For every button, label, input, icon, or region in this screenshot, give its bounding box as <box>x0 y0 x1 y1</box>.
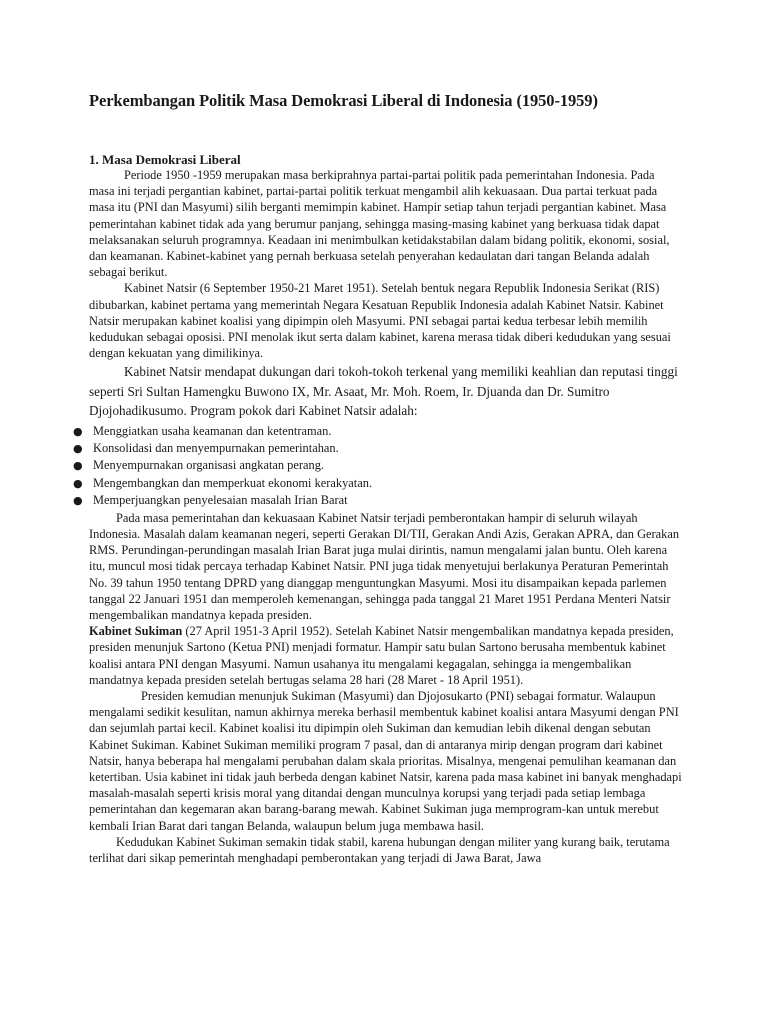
paragraph-5 <box>89 623 683 688</box>
program-list <box>73 423 683 510</box>
list-item <box>73 457 683 474</box>
paragraph-1: Periode 1950 -1959 merupakan masa berkiprahnya partai-partai politik pada pemerintahan Indonesia. Pada masa ini terjadi pergantian kabinet, partai-partai politik terkuat mengambil alih kekuasaan. Dua partai terkuat pada masa itu (PNI dan Masyumi) silih berganti memimpin kabinet. Hampir setiap tahun terjadi pergantian kabinet. Masa pemerintahan kabinet tidak ada yang berumur panjang, sehingga masing-masing kabinet yang berkuasa tidak dapat melaksanakan seluruh programnya. Keadaan ini menimbulkan ketidakstabilan dalam bidang politik, ekonomi, sosial, dan keamanan. Kabinet-kabinet yang pernah berkuasa setelah penyerahan kedaulatan dari tangan Belanda adalah sebagai berikut. <box>89 168 670 280</box>
document-page <box>73 91 683 866</box>
list-item <box>73 440 683 457</box>
list-item <box>73 492 683 509</box>
paragraph-3: Kabinet Natsir mendapat dukungan dari tokoh-tokoh terkenal yang memiliki keahlian dan reputasi tinggi seperti Sri Sultan Hamengku Buwono IX, Mr. Asaat, Mr. Moh. Roem, Ir. Djuanda dan Dr. Sumitro Djojohadikusumo. Program pokok dari Kabinet Natsir adalah: <box>89 364 678 419</box>
paragraph-6: Presiden kemudian menunjuk Sukiman (Masyumi) dan Djojosukarto (PNI) sebagai formatur. Walaupun mengalami sedikit kesulitan, namun akhirnya mereka berhasil membentuk kabinet koalisi antara Masyumi dengan PNI dan sejumlah partai kecil. Kabinet koalisi itu dipimpin oleh Sukiman dan kemudian lebih dikenal dengan sebutan Kabinet Sukiman. Kabinet Sukiman memiliki program 7 pasal, dan di antaranya mirip dengan program dari kabinet Natsir, hanya beberapa hal mengalami perubahan dalam skala prioritas. Misalnya, mengenai pemulihan keamanan dan ketertiban. Usia kabinet ini tidak jauh berbeda dengan kabinet Natsir, karena pada masa kabinet ini banyak menghadapi masalah-masalah seperti krisis moral yang ditandai dengan munculnya korupsi yang terjadi pada setiap lembaga pemerintahan dan kegemaran akan barang-barang mewah. Kabinet Sukiman juga memprogram-kan untuk merebut kembali Irian Barat dari tangan Belanda, walaupun belum juga membawa hasil. <box>89 688 682 833</box>
section-heading: 1. Masa Demokrasi Liberal <box>89 152 241 167</box>
document-title: Perkembangan Politik Masa Demokrasi Liberal di Indonesia (1950-1959) <box>89 91 598 110</box>
paragraph-5-text: (27 April 1951-3 April 1952). Setelah Kabinet Natsir mengembalikan mandatnya kepada presiden, presiden menunjuk Sartono (Ketua PNI) menjadi formatur. Hampir satu bulan Sartono berusaha membentuk kabinet koalisi antara PNI dengan Masyumi. Namun usahanya itu mengalami kegagalan, sehingga ia mengembalikan mandatnya kepada presiden setelah bertugas selama 28 hari (28 Maret - 18 April 1951). <box>89 624 674 687</box>
bullet-icon: ● <box>73 442 83 456</box>
kabinet-sukiman-heading: Kabinet Sukiman <box>89 624 183 639</box>
list-item-text: Menggiatkan usaha keamanan dan ketentraman. <box>93 423 332 438</box>
bullet-icon: ● <box>73 459 83 473</box>
list-item-text: Memperjuangkan penyelesaian masalah Irian Barat <box>93 493 348 508</box>
list-item-text: Konsolidasi dan menyempurnakan pemerintahan. <box>93 441 339 456</box>
bullet-icon: ● <box>73 424 83 438</box>
bullet-icon: ● <box>73 476 83 490</box>
bullet-icon: ● <box>73 494 83 508</box>
paragraph-2: Kabinet Natsir (6 September 1950-21 Maret 1951). Setelah bentuk negara Republik Indonesia Serikat (RIS) dibubarkan, kabinet pertama yang memerintah Negara Kesatuan Republik Indonesia adalah Kabinet Natsir. Kabinet Natsir merupakan kabinet koalisi yang dipimpin oleh Masyumi. PNI sebagai partai kedua terbesar lebih memilih kedudukan sebagai oposisi. PNI menolak ikut serta dalam kabinet, karena merasa tidak diberi kedudukan yang sesuai dengan kekuatan yang dimilikinya. <box>89 281 671 361</box>
list-item-text: Menyempurnakan organisasi angkatan perang. <box>93 458 324 473</box>
paragraph-7: Kedudukan Kabinet Sukiman semakin tidak stabil, karena hubungan dengan militer yang kurang baik, terutama terlihat dari sikap pemerintah menghadapi pemberontakan yang terjadi di Jawa Barat, Jawa <box>89 834 670 865</box>
list-item <box>73 423 683 440</box>
list-item <box>73 475 683 492</box>
paragraph-4: Pada masa pemerintahan dan kekuasaan Kabinet Natsir terjadi pemberontakan hampir di seluruh wilayah Indonesia. Masalah dalam keamanan negeri, seperti Gerakan DI/TII, Gerakan Andi Azis, Gerakan APRA, dan Gerakan RMS. Perundingan-perundingan masalah Irian Barat juga mulai dirintis, namun mengalami jalan buntu. Oleh karena itu, muncul mosi tidak percaya terhadap Kabinet Natsir. PNI juga tidak menyetujui berlakunya Peraturan Pemerintah No. 39 tahun 1950 tentang DPRD yang dianggap menguntungkan Masyumi. Mosi itu disampaikan kepada parlemen tanggal 22 Januari 1951 dan memperoleh kemenangan, sehingga pada tanggal 21 Maret 1951 Perdana Menteri Natsir mengembalikan mandatnya kepada presiden. <box>89 510 680 622</box>
list-item-text: Mengembangkan dan memperkuat ekonomi kerakyatan. <box>93 475 373 490</box>
